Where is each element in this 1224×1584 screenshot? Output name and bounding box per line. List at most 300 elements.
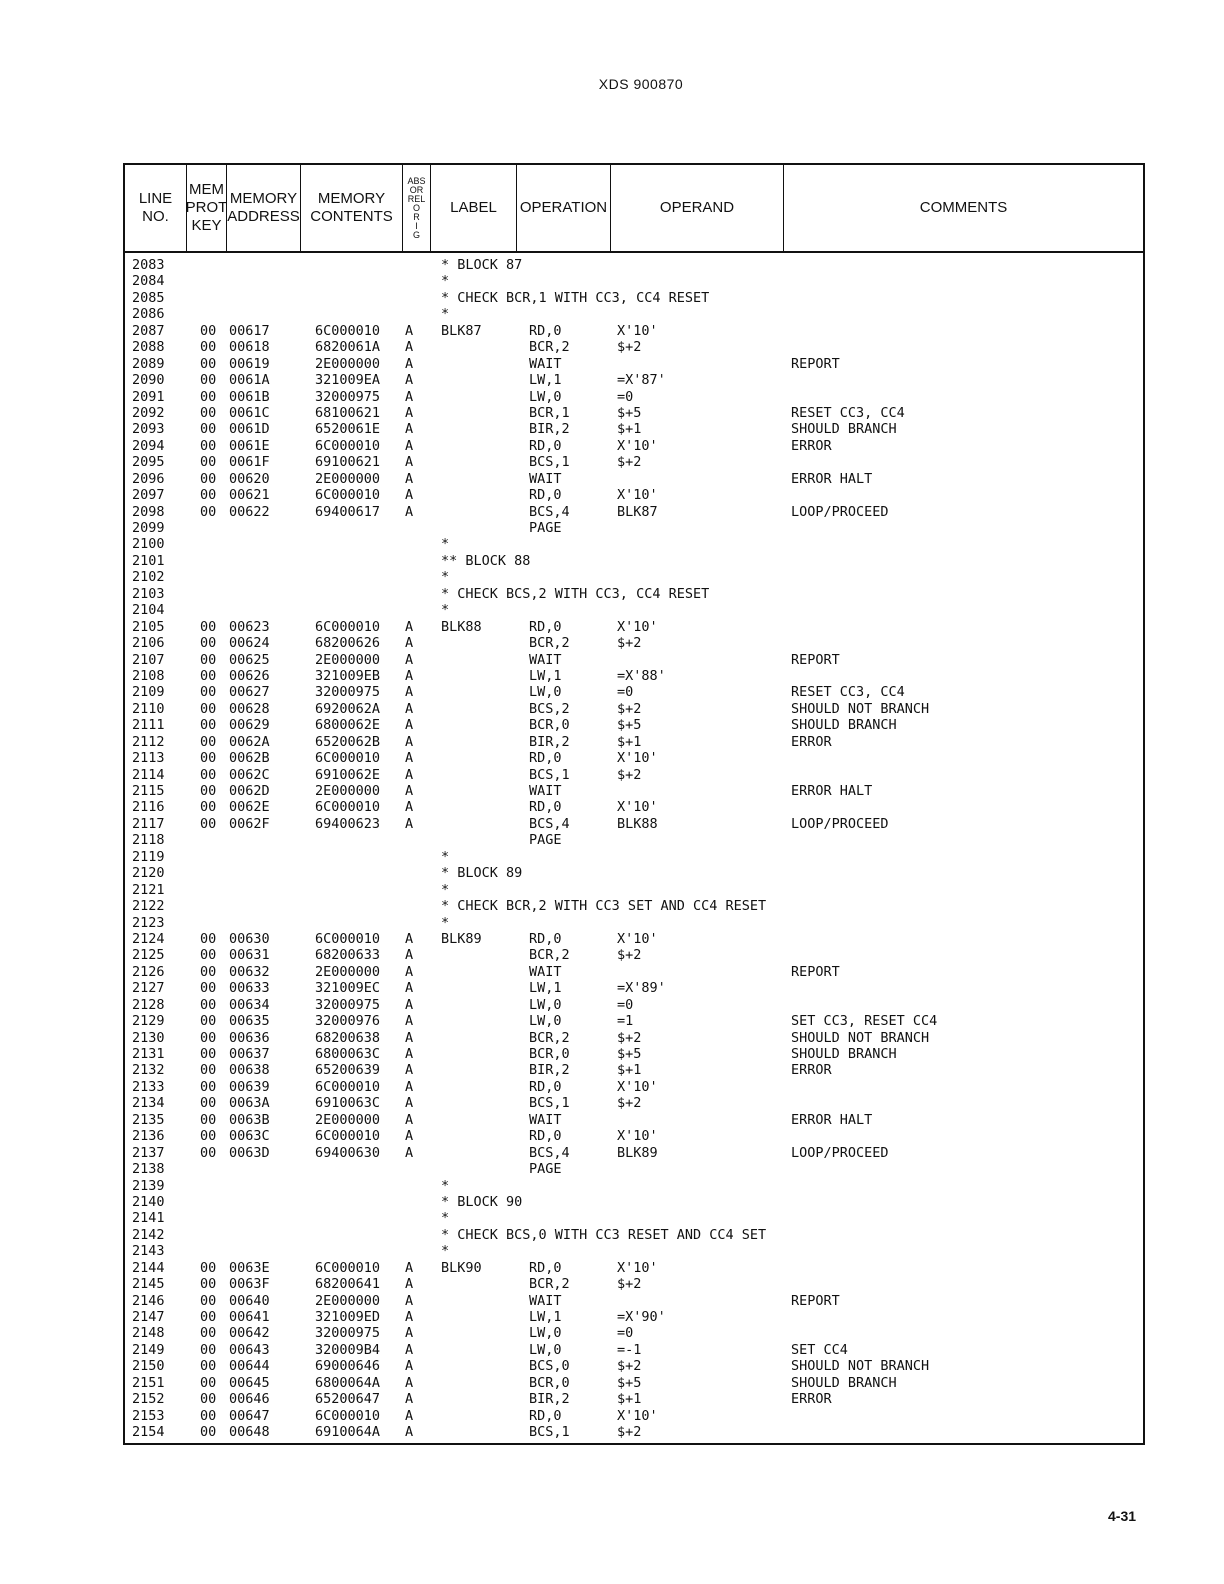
table-row [125,783,1143,799]
mem-prot-key: 00 [200,1062,217,1079]
memory-contents: 6C000010 [315,1407,381,1424]
mem-prot-key: 00 [200,684,217,701]
operation: BCS,0 [529,1358,570,1375]
mem-prot-key: 00 [200,503,217,520]
operation: BIR,2 [529,1391,570,1408]
operation: LW,1 [529,667,562,684]
table-row [125,1030,1143,1046]
table-row [125,438,1143,454]
abs-rel-flag: A [405,1259,414,1276]
table-row [125,1178,1143,1194]
label: BLK90 [441,1259,482,1276]
operation: BCR,2 [529,1029,570,1046]
abs-rel-flag: A [405,733,414,750]
comment: ERROR [791,1062,832,1079]
line-number: 2132 [132,1062,165,1079]
memory-address: 0063A [229,1095,270,1112]
line-number: 2146 [132,1292,165,1309]
abs-rel-flag: A [405,454,414,471]
source-text: * [441,914,450,931]
line-number: 2129 [132,1013,165,1030]
comment: SHOULD NOT BRANCH [791,1358,930,1375]
memory-address: 0062B [229,750,270,767]
operation: LW,0 [529,388,562,405]
memory-address: 0063F [229,1276,270,1293]
table-row [125,306,1143,322]
source-text: * [441,881,450,898]
comment: SHOULD BRANCH [791,421,897,438]
memory-address: 00637 [229,1046,270,1062]
source-text: * [441,1243,450,1260]
operation: LW,1 [529,1309,562,1325]
abs-rel-flag: A [405,1391,414,1408]
operand: X'10' [617,487,658,504]
memory-contents: 2E000000 [315,1111,381,1128]
line-number: 2148 [132,1325,165,1342]
operand: =0 [617,684,634,701]
operation: RD,0 [529,487,562,504]
abs-rel-flag: A [405,404,414,421]
line-number: 2117 [132,815,165,832]
operand: BLK87 [617,503,658,520]
memory-contents: 32000975 [315,388,381,405]
source-text: * BLOCK 87 [441,257,523,273]
operation: BIR,2 [529,733,570,750]
operand: =-1 [617,1341,642,1358]
line-number: 2114 [132,766,165,783]
abs-rel-flag: A [405,783,414,799]
table-row [125,1112,1143,1128]
source-text: * CHECK BCR,2 WITH CC3 SET AND CC4 RESET [441,898,767,915]
memory-contents: 6C000010 [315,799,381,816]
memory-address: 00631 [229,947,270,964]
table-row [125,1424,1143,1440]
operand: $+2 [617,700,642,717]
line-number: 2096 [132,470,165,487]
table-row [125,980,1143,996]
memory-contents: 6800064A [315,1374,381,1391]
line-number: 2122 [132,898,165,915]
table-row [125,652,1143,668]
mem-prot-key: 00 [200,421,217,438]
mem-prot-key: 00 [200,487,217,504]
line-number: 2115 [132,783,165,799]
operation: RD,0 [529,750,562,767]
abs-rel-flag: A [405,421,414,438]
line-number: 2092 [132,404,165,421]
line-number: 2142 [132,1226,165,1243]
abs-rel-flag: A [405,322,414,339]
operand: =0 [617,388,634,405]
abs-rel-flag: A [405,1046,414,1062]
abs-rel-flag: A [405,1341,414,1358]
mem-prot-key: 00 [200,1358,217,1375]
abs-rel-flag: A [405,1407,414,1424]
comment: SHOULD BRANCH [791,1046,897,1062]
memory-address: 00643 [229,1341,270,1358]
memory-address: 00644 [229,1358,270,1375]
line-number: 2126 [132,963,165,980]
operand: BLK88 [617,815,658,832]
abs-rel-flag: A [405,717,414,734]
memory-address: 00630 [229,930,270,947]
memory-contents: 6C000010 [315,322,381,339]
line-number: 2108 [132,667,165,684]
table-row [125,536,1143,552]
table-row [125,1161,1143,1177]
line-number: 2097 [132,487,165,504]
memory-address: 00648 [229,1424,270,1441]
line-number: 2095 [132,454,165,471]
operand: =0 [617,996,634,1013]
abs-rel-flag: A [405,1358,414,1375]
operand: $+2 [617,1029,642,1046]
label: BLK87 [441,322,482,339]
mem-prot-key: 00 [200,1111,217,1128]
operation: BCS,4 [529,815,570,832]
comment: SET CC4 [791,1341,848,1358]
line-number: 2103 [132,585,165,602]
mem-prot-key: 00 [200,1309,217,1325]
operation: BCS,2 [529,700,570,717]
operand: X'10' [617,437,658,454]
operation: PAGE [529,832,562,849]
line-number: 2086 [132,306,165,323]
comment: ERROR [791,1391,832,1408]
operand: X'10' [617,799,658,816]
table-row [125,849,1143,865]
memory-contents: 68200638 [315,1029,381,1046]
table-row [125,865,1143,881]
mem-prot-key: 00 [200,815,217,832]
memory-contents: 6520062B [315,733,381,750]
operand: =1 [617,1013,634,1030]
operation: LW,1 [529,372,562,389]
table-row [125,931,1143,947]
operation: RD,0 [529,618,562,635]
header-operation: OPERATION [517,165,611,251]
line-number: 2147 [132,1309,165,1325]
operand: X'10' [617,618,658,635]
mem-prot-key: 00 [200,1391,217,1408]
line-number: 2100 [132,536,165,553]
table-row [125,1210,1143,1226]
mem-prot-key: 00 [200,1259,217,1276]
line-number: 2121 [132,881,165,898]
table-row [125,553,1143,569]
header-comments: COMMENTS [919,199,1008,216]
operation: RD,0 [529,1407,562,1424]
mem-prot-key: 00 [200,470,217,487]
mem-prot-key: 00 [200,930,217,947]
memory-address: 0061C [229,404,270,421]
operation: BCR,0 [529,1374,570,1391]
line-number: 2107 [132,651,165,668]
operand: $+5 [617,404,642,421]
table-row [125,389,1143,405]
memory-address: 0062D [229,783,270,799]
table-row [125,1260,1143,1276]
table-row [125,1227,1143,1243]
comment: SHOULD NOT BRANCH [791,700,930,717]
table-row [125,421,1143,437]
mem-prot-key: 00 [200,717,217,734]
line-number: 2133 [132,1078,165,1095]
table-row [125,734,1143,750]
operation: BIR,2 [529,421,570,438]
comment: ERROR HALT [791,783,873,799]
line-number: 2111 [132,717,165,734]
memory-contents: 69400623 [315,815,381,832]
memory-address: 0063E [229,1259,270,1276]
mem-prot-key: 00 [200,1144,217,1161]
operation: WAIT [529,963,562,980]
abs-rel-flag: A [405,963,414,980]
operand: $+2 [617,947,642,964]
mem-prot-key: 00 [200,947,217,964]
operand: =0 [617,1325,634,1342]
line-number: 2140 [132,1193,165,1210]
table-row [125,339,1143,355]
memory-address: 00619 [229,355,270,372]
abs-rel-flag: A [405,667,414,684]
operation: BCR,1 [529,404,570,421]
table-row [125,1145,1143,1161]
header-label: LABEL [431,165,517,251]
mem-prot-key: 00 [200,1325,217,1342]
table-row [125,290,1143,306]
line-number: 2151 [132,1374,165,1391]
operation: WAIT [529,470,562,487]
abs-rel-flag: A [405,1013,414,1030]
abs-rel-flag: A [405,1144,414,1161]
abs-rel-flag: A [405,487,414,504]
table-row [125,1194,1143,1210]
operation: RD,0 [529,1128,562,1145]
line-number: 2102 [132,569,165,586]
memory-address: 00618 [229,339,270,356]
comment: ERROR HALT [791,470,873,487]
line-number: 2143 [132,1243,165,1260]
header-operand: OPERAND [611,165,784,251]
table-row [125,1342,1143,1358]
line-number: 2130 [132,1029,165,1046]
memory-address: 0063B [229,1111,270,1128]
mem-prot-key: 00 [200,799,217,816]
abs-rel-flag: A [405,1128,414,1145]
memory-contents: 68200633 [315,947,381,964]
mem-prot-key: 00 [200,437,217,454]
operation: BCR,0 [529,717,570,734]
abs-rel-flag: A [405,437,414,454]
comment: SHOULD NOT BRANCH [791,1029,930,1046]
operand: $+2 [617,1095,642,1112]
mem-prot-key: 00 [200,783,217,799]
table-row [125,816,1143,832]
mem-prot-key: 00 [200,388,217,405]
abs-rel-flag: A [405,700,414,717]
line-number: 2087 [132,322,165,339]
operand: BLK89 [617,1144,658,1161]
abs-rel-flag: A [405,618,414,635]
memory-address: 0061D [229,421,270,438]
memory-contents: 6C000010 [315,1128,381,1145]
memory-address: 00641 [229,1309,270,1325]
line-number: 2089 [132,355,165,372]
page-number: 4-31 [1108,1508,1137,1524]
line-number: 2106 [132,635,165,652]
table-row [125,767,1143,783]
line-number: 2138 [132,1161,165,1178]
memory-contents: 65200639 [315,1062,381,1079]
abs-rel-flag: A [405,1062,414,1079]
memory-contents: 2E000000 [315,355,381,372]
memory-address: 00627 [229,684,270,701]
operation: WAIT [529,651,562,668]
operation: WAIT [529,1111,562,1128]
abs-rel-flag: A [405,766,414,783]
comment: REPORT [791,1292,840,1309]
table-row [125,750,1143,766]
mem-prot-key: 00 [200,980,217,997]
mem-prot-key: 00 [200,372,217,389]
comment: REPORT [791,963,840,980]
operation: BCR,2 [529,1276,570,1293]
table-row [125,947,1143,963]
header-line-no: LINE NO. [125,165,187,251]
mem-prot-key: 00 [200,766,217,783]
table-row [125,882,1143,898]
table-row [125,915,1143,931]
abs-rel-flag: A [405,815,414,832]
mem-prot-key: 00 [200,1029,217,1046]
operation: WAIT [529,783,562,799]
operation: BCR,2 [529,635,570,652]
abs-rel-flag: A [405,470,414,487]
comment: REPORT [791,651,840,668]
operand: $+5 [617,1046,642,1062]
line-number: 2123 [132,914,165,931]
abs-rel-flag: A [405,799,414,816]
memory-contents: 65200647 [315,1391,381,1408]
abs-rel-flag: A [405,1374,414,1391]
line-number: 2124 [132,930,165,947]
table-row [125,323,1143,339]
source-text: * CHECK BCS,2 WITH CC3, CC4 RESET [441,585,710,602]
abs-rel-flag: A [405,930,414,947]
line-number: 2154 [132,1424,165,1441]
line-number: 2105 [132,618,165,635]
abs-rel-flag: A [405,1276,414,1293]
operand: $+2 [617,1276,642,1293]
memory-contents: 6800063C [315,1046,381,1062]
table-row [125,1128,1143,1144]
table-row [125,1358,1143,1374]
header-abs-rel-orig: ABS OR REL O R I G [403,165,431,251]
mem-prot-key: 00 [200,339,217,356]
memory-address: 00640 [229,1292,270,1309]
operand: X'10' [617,1407,658,1424]
abs-rel-flag: A [405,355,414,372]
abs-rel-flag: A [405,1424,414,1441]
table-row [125,1243,1143,1259]
table-row [125,586,1143,602]
operation: BCR,2 [529,947,570,964]
line-number: 2136 [132,1128,165,1145]
memory-address: 00629 [229,717,270,734]
table-row [125,1325,1143,1341]
abs-rel-flag: A [405,651,414,668]
memory-contents: 68100621 [315,404,381,421]
abs-rel-flag: A [405,339,414,356]
memory-address: 00646 [229,1391,270,1408]
table-row [125,1408,1143,1424]
operation: BCS,1 [529,1095,570,1112]
table-row [125,832,1143,848]
line-number: 2127 [132,980,165,997]
line-number: 2125 [132,947,165,964]
memory-address: 00620 [229,470,270,487]
operand: $+1 [617,733,642,750]
source-text: * [441,306,450,323]
comment: LOOP/PROCEED [791,815,889,832]
operation: PAGE [529,1161,562,1178]
abs-rel-flag: A [405,1095,414,1112]
line-number: 2112 [132,733,165,750]
memory-contents: 321009EB [315,667,381,684]
line-number: 2113 [132,750,165,767]
line-number: 2128 [132,996,165,1013]
abs-rel-flag: A [405,996,414,1013]
operation: WAIT [529,1292,562,1309]
operation: RD,0 [529,1259,562,1276]
table-row [125,1276,1143,1292]
mem-prot-key: 00 [200,618,217,635]
operation: LW,0 [529,1013,562,1030]
memory-address: 0062A [229,733,270,750]
label: BLK89 [441,930,482,947]
operation: PAGE [529,520,562,536]
comment: SHOULD BRANCH [791,1374,897,1391]
memory-address: 00623 [229,618,270,635]
mem-prot-key: 00 [200,733,217,750]
memory-contents: 6910064A [315,1424,381,1441]
operation: BCS,1 [529,766,570,783]
table-row [125,257,1143,273]
operation: RD,0 [529,930,562,947]
abs-rel-flag: A [405,503,414,520]
mem-prot-key: 00 [200,1095,217,1112]
mem-prot-key: 00 [200,1341,217,1358]
mem-prot-key: 00 [200,1374,217,1391]
table-header [125,165,1143,253]
mem-prot-key: 00 [200,996,217,1013]
line-number: 2134 [132,1095,165,1112]
source-text: * CHECK BCS,0 WITH CC3 RESET AND CC4 SET [441,1226,767,1243]
memory-address: 00633 [229,980,270,997]
operation: LW,0 [529,684,562,701]
memory-address: 0061F [229,454,270,471]
memory-contents: 6C000010 [315,1259,381,1276]
table-row [125,1095,1143,1111]
comment: LOOP/PROCEED [791,1144,889,1161]
abs-rel-flag: A [405,947,414,964]
memory-contents: 6820061A [315,339,381,356]
mem-prot-key: 00 [200,454,217,471]
mem-prot-key: 00 [200,1407,217,1424]
table-row [125,799,1143,815]
line-number: 2109 [132,684,165,701]
